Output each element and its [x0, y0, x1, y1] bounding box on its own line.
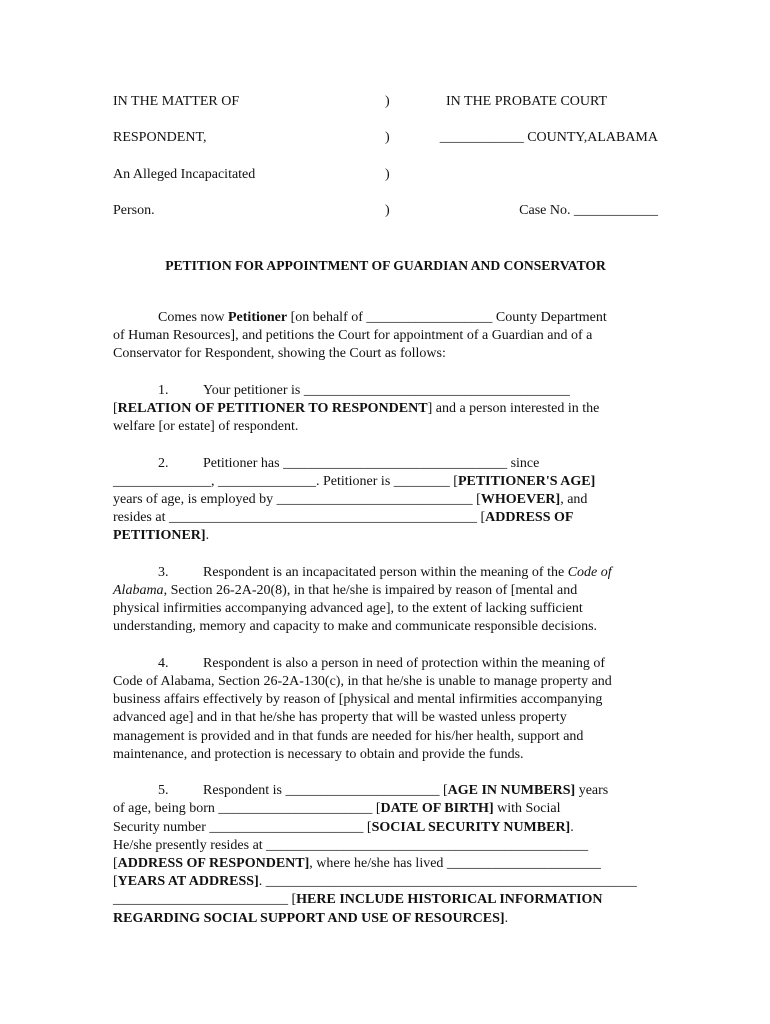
caption-paren: )	[385, 166, 390, 182]
placeholder-bold: RELATION OF PETITIONER TO RESPONDENT	[117, 401, 428, 416]
text: management is provided and in that funds are needed for his/her health, support and	[113, 728, 584, 744]
caption-left: IN THE MATTER OF	[113, 94, 240, 109]
text: Security number ______________________ [	[113, 819, 372, 835]
text: business affairs effectively by reason of [physical and mental infirmities accompanying	[113, 692, 603, 708]
caption-row	[113, 128, 658, 164]
text: advanced age] and in that he/she has property that will be wasted unless property	[113, 710, 567, 726]
text: understanding, memory and capacity to make and communicate responsible decisions.	[113, 619, 598, 635]
paragraph-number: 5.	[158, 783, 169, 799]
text: He/she presently resides at ______________________________________________	[113, 837, 589, 853]
paragraph-number: 3.	[158, 564, 169, 580]
text: Petitioner has ________________________________ since	[203, 455, 540, 471]
text: Comes now	[158, 310, 228, 325]
placeholder-bold: PETITIONER]	[113, 528, 206, 544]
text: [	[113, 874, 118, 890]
text: [	[113, 856, 118, 872]
text: physical infirmities accompanying advanced age], to the extent of lacking sufficient	[113, 601, 583, 617]
paragraph-number: 1.	[158, 382, 169, 398]
text: Respondent is ______________________ [	[203, 783, 448, 799]
placeholder-bold: AGE IN NUMBERS]	[447, 783, 576, 799]
text: [on behalf of __________________ County Department	[287, 310, 607, 325]
text: . _____________________________________________________	[258, 874, 637, 890]
placeholder-bold: HERE INCLUDE HISTORICAL INFORMATION	[296, 892, 603, 908]
caption-paren: )	[385, 94, 390, 109]
text: [	[113, 401, 118, 416]
paragraph-number: 2.	[158, 455, 169, 471]
text: .	[570, 819, 574, 835]
paragraph-1	[113, 382, 658, 437]
text: Conservator for Respondent, showing the Court as follows:	[113, 346, 446, 362]
caption-paren: )	[385, 130, 390, 146]
text: Respondent is also a person in need of protection within the meaning of	[203, 655, 606, 671]
text: , where he/she has lived ______________________	[309, 856, 601, 872]
caption-left: RESPONDENT,	[113, 130, 207, 146]
paragraph-number: 4.	[158, 655, 169, 671]
text: with Social	[493, 801, 561, 817]
text: welfare [or estate] of respondent.	[113, 419, 299, 435]
text: resides at ____________________________________________ [	[113, 510, 486, 526]
text: , and	[560, 492, 588, 507]
placeholder-bold: DATE OF BIRTH]	[380, 801, 494, 817]
petitioner-bold: Petitioner	[228, 310, 288, 325]
text: of Human Resources], and petitions the Court for appointment of a Guardian and of a	[113, 328, 593, 344]
placeholder-bold: PETITIONER'S AGE]	[457, 473, 596, 489]
text: ] and a person interested in the	[427, 401, 600, 416]
text: _________________________ [	[113, 892, 297, 908]
text: Your petitioner is ______________________________________	[203, 382, 570, 398]
case-caption	[113, 92, 658, 237]
text: .	[504, 910, 509, 926]
county-line: ____________ COUNTY,ALABAMA	[439, 130, 658, 146]
placeholder-bold: WHOEVER]	[480, 492, 561, 507]
italic-citation: Alabama	[113, 583, 164, 598]
text: of age, being born ______________________ [	[113, 801, 381, 817]
petition-body	[113, 309, 658, 946]
text: Respondent is an incapacitated person within the meaning of the	[203, 564, 568, 580]
court-name: IN THE PROBATE COURT	[446, 94, 608, 109]
paragraph-5	[113, 782, 658, 928]
italic-citation: Code of	[567, 564, 612, 580]
case-number: Case No. ____________	[519, 202, 658, 218]
text: years of age, is employed by ____________________________ [	[113, 492, 481, 507]
text: years	[575, 783, 609, 799]
caption-paren: )	[385, 202, 390, 218]
text: Code of Alabama, Section 26-2A-130(c), in that he/she is unable to manage property and	[113, 674, 612, 689]
intro-paragraph	[113, 309, 658, 364]
text: maintenance, and protection is necessary to obtain and provide the funds.	[113, 746, 524, 762]
caption-row	[113, 201, 658, 237]
paragraph-2	[113, 455, 658, 546]
caption-row	[113, 92, 658, 128]
caption-row	[113, 165, 658, 201]
placeholder-bold: ADDRESS OF RESPONDENT]	[117, 856, 310, 872]
text: , Section 26-2A-20(8), in that he/she is impaired by reason of [mental and	[163, 583, 578, 598]
caption-left: An Alleged Incapacitated	[113, 166, 256, 182]
text: .	[205, 528, 210, 544]
document-title: PETITION FOR APPOINTMENT OF GUARDIAN AND CONSERVATOR	[165, 258, 606, 273]
placeholder-bold: REGARDING SOCIAL SUPPORT AND USE OF RESOURCES]	[113, 910, 505, 926]
paragraph-3	[113, 564, 658, 637]
placeholder-bold: YEARS AT ADDRESS]	[117, 874, 259, 890]
placeholder-bold: SOCIAL SECURITY NUMBER]	[371, 819, 571, 835]
placeholder-bold: ADDRESS OF	[485, 510, 574, 526]
text: ______________, ______________. Petitioner is ________ [	[113, 473, 458, 489]
caption-left: Person.	[113, 202, 155, 218]
paragraph-4	[113, 655, 658, 764]
